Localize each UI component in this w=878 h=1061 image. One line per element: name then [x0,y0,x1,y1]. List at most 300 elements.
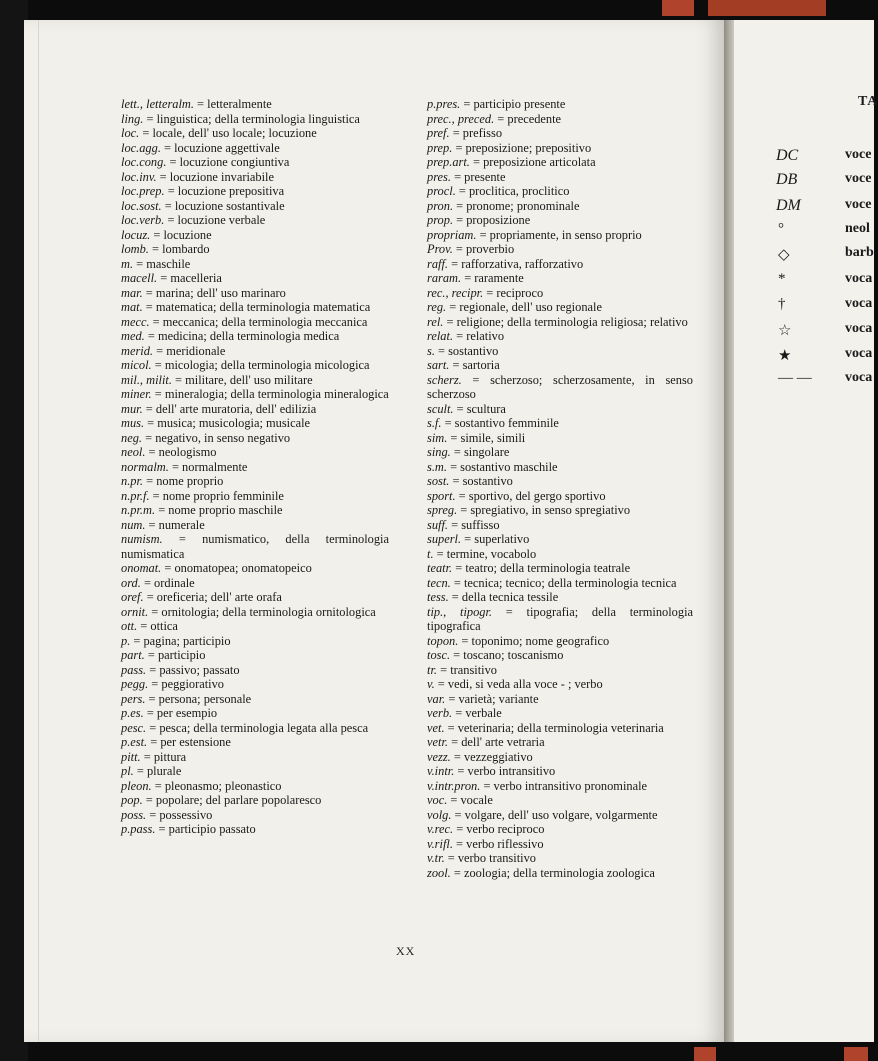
abbreviation-definition: letteralmente [207,97,272,111]
abbreviation-term: merid. [121,343,154,358]
abbreviation-term: pitt. [121,749,141,764]
abbreviation-definition: mineralogia; della terminologia mineralogica [164,387,389,401]
equals-separator: = [444,720,458,735]
abbreviation-definition: nome proprio maschile [168,503,283,517]
abbreviation-definition: vezzeggiativo [463,749,533,764]
abbreviation-entry [121,576,389,591]
abbreviation-entry [121,286,389,301]
equals-separator: = [458,633,472,648]
equals-separator: = [447,793,461,807]
abbreviation-entry [427,300,693,315]
abbreviation-entry [427,561,693,576]
abbreviation-entry [427,808,693,823]
abbreviation-term: pegg. [121,677,149,691]
abbreviation-term: miner. [121,387,152,401]
right-page-title: TA [858,94,878,109]
abbreviation-term: v.intr. [427,764,455,778]
equals-separator: = [142,793,156,807]
abbreviation-term: teatr. [427,561,453,575]
abbreviation-entry [427,721,693,736]
legend-label: voca [845,370,873,385]
equals-separator: = [450,575,464,590]
abbreviation-entry [121,358,389,373]
abbreviation-term: tosc. [427,648,451,662]
abbreviation-entry [427,228,693,243]
equals-separator: = [469,155,484,169]
equals-separator: = [450,865,464,880]
equals-separator: = [142,430,156,445]
abbreviation-entry [427,460,693,475]
abbreviation-term: p.pass. [121,822,156,836]
abbreviation-term: spreg. [427,503,458,517]
abbreviation-definition: toscano; toscanismo [463,648,564,662]
abbreviation-entry [427,547,693,562]
abbreviation-definition: preposizione articolata [483,155,596,169]
abbreviation-term: loc.agg. [121,140,161,155]
abbreviation-entry [121,474,389,489]
legend-label: barb [845,245,874,260]
equals-separator: = [452,836,467,851]
equals-separator: = [157,271,171,285]
equals-separator: = [449,126,463,140]
abbreviation-definition: possessivo [159,807,213,822]
abbreviation-term: zool. [427,865,451,880]
equals-separator: = [443,314,457,329]
equals-separator: = [164,213,178,227]
abbreviation-definition: simile, simili [460,430,526,445]
equals-separator: = [155,822,169,836]
abbreviation-entry [121,271,389,286]
abbreviation-term: loc.inv. [121,169,157,184]
abbreviation-definition: lombardo [162,242,210,256]
abbreviation-definition: marina; dell' uso marinaro [155,285,286,300]
abbreviation-entry [121,228,389,243]
equals-separator: = [450,445,464,459]
abbreviation-term: mecc. [121,314,150,329]
equals-separator: = [448,517,462,532]
legend-row [776,245,874,265]
abbreviation-term: voc. [427,793,448,807]
abbreviation-term: mur. [121,401,143,416]
abbreviation-entry [427,503,693,518]
abbreviation-definition: ottica [150,619,178,633]
abbreviation-definition: pagina; participio [143,633,231,648]
abbreviation-entry [121,764,389,779]
abbreviation-definition: propriamente, in senso proprio [489,227,642,242]
equals-separator: = [160,140,175,155]
abbreviation-definition: maschile [146,256,191,271]
abbreviation-entry [427,286,693,301]
abbreviation-entry [121,706,389,721]
abbreviation-definition: sartoria [462,358,500,372]
abbreviation-entry [427,779,693,794]
abbreviation-definition: plurale [146,764,182,778]
abbreviation-definition: nome proprio femminile [162,488,284,503]
equals-separator: = [133,764,147,778]
abbreviation-term: num. [121,517,146,532]
abbreviation-term: neol. [121,445,146,459]
abbreviation-definition: scherzoso; scherzosamente, in senso scherzoso [427,372,694,401]
abbreviation-term: mat. [121,300,143,314]
abbreviation-entry [121,387,389,402]
equals-separator: = [457,503,471,517]
abbreviation-entry [121,793,389,808]
abbreviation-definition: per estensione [160,735,231,749]
abbreviation-term: scult. [427,401,454,416]
abbreviation-definition: superlativo [474,532,530,546]
legend-row [776,197,874,217]
abbreviation-definition: transitivo [450,662,497,677]
equals-separator: = [434,343,449,358]
equals-separator: = [448,256,462,271]
abbreviation-term: rel. [427,314,444,329]
abbreviation-term: p.pres. [427,97,461,111]
legend-symbol: DM [776,197,801,214]
abbreviation-term: loc.cong. [121,155,167,169]
abbreviation-term: suff. [427,517,448,532]
abbreviation-definition: scultura [466,401,506,416]
abbreviation-term: micol. [121,358,152,372]
abbreviation-definition: sostantivo [462,474,513,488]
abbreviation-term: n.pr. [121,474,144,488]
abbreviation-entry [427,126,693,141]
abbreviation-definition: presente [464,169,506,184]
abbreviation-entry [121,126,389,141]
abbreviation-definition: meridionale [166,343,226,358]
abbreviation-definition: pesca; della terminologia legata alla pesca [159,720,369,735]
abbreviation-entry [427,329,693,344]
abbreviation-term: tess. [427,590,449,604]
abbreviation-entry [121,605,389,620]
abbreviation-entry [121,808,389,823]
abbreviation-term: numism. [121,532,163,546]
equals-separator: = [483,285,497,300]
legend-row [776,171,874,191]
abbreviation-definition: regionale, dell' uso regionale [459,300,602,314]
abbreviation-entry [427,315,693,330]
equals-separator: = [148,604,162,619]
abbreviation-entry [427,851,693,866]
abbreviation-term: ornit. [121,604,149,619]
abbreviation-term: sim. [427,430,448,445]
legend-label: neol [845,221,870,236]
equals-separator: = [452,140,466,155]
abbreviation-term: med. [121,329,145,343]
abbreviation-term: mus. [121,416,145,430]
abbreviation-entry [121,648,389,663]
abbreviation-definition: prefisso [462,126,503,140]
abbreviation-term: poss. [121,807,147,822]
abbreviation-term: oref. [121,590,144,604]
abbreviation-term: sost. [427,474,450,488]
abbreviation-definition: zoologia; della terminologia zoologica [463,865,655,880]
abbreviation-entry [121,460,389,475]
abbreviation-entry [427,590,693,605]
abbreviation-term: loc.prep. [121,184,165,198]
abbreviation-definition: negativo, in senso negativo [155,430,291,445]
abbreviation-entry [121,184,389,199]
abbreviation-term: var. [427,691,446,706]
abbreviation-term: macell. [121,271,158,285]
abbreviation-term: p. [121,633,131,648]
abbreviation-entry [121,677,389,692]
abbreviation-term: volg. [427,807,452,822]
equals-separator: = [480,778,494,793]
abbreviation-term: pref. [427,126,450,140]
equals-separator: = [450,648,464,662]
abbreviation-term: procl. [427,184,456,198]
abbreviation-definition: verbo transitivo [457,851,536,865]
abbreviation-term: vetr. [427,735,448,749]
abbreviation-term: vezz. [427,749,451,764]
abbreviation-term: normalm. [121,459,169,474]
equals-separator: = [450,169,465,184]
equals-separator: = [453,401,467,416]
equals-separator: = [449,358,463,372]
legend-row [776,321,874,341]
abbreviation-term: pleon. [121,778,152,793]
abbreviation-definition: preposizione; prepositivo [465,140,592,155]
equals-separator: = [449,474,463,488]
equals-separator: = [161,561,175,575]
abbreviation-entry [121,300,389,315]
abbreviation-entry [121,141,389,156]
abbreviation-definition: sostantivo femminile [454,416,559,430]
abbreviation-term: raram. [427,271,462,285]
equals-separator: = [148,677,162,691]
abbreviation-definition: sportivo, del gergo sportivo [468,488,606,503]
legend-label: voce [845,197,872,212]
abbreviation-term: ott. [121,619,138,633]
page-edge-line [38,20,39,1042]
legend-symbol: — — [778,370,812,386]
abbreviation-term: n.pr.m. [121,503,156,517]
book-headband [708,0,826,16]
abbreviation-entry [121,242,389,257]
equals-separator: = [445,691,459,706]
abbreviation-term: locuz. [121,227,151,242]
abbreviation-definition: spregiativo, in senso spregiativo [470,503,631,517]
equals-separator: = [144,416,158,430]
abbreviation-term: pop. [121,793,143,807]
equals-separator: = [448,735,462,749]
abbreviation-term: s. [427,343,435,358]
abbreviation-entry [427,648,693,663]
abbreviation-entry [427,373,693,402]
equals-separator: = [143,111,157,126]
legend-row [776,147,874,167]
abbreviation-definition: vocale [460,793,493,807]
abbreviation-definition: oreficeria; dell' arte orafa [156,590,282,604]
abbreviation-term: pres. [427,169,451,184]
abbreviation-definition: locuzione aggettivale [174,140,280,155]
abbreviation-term: pl. [121,764,134,778]
abbreviation-entry [427,764,693,779]
equals-separator: = [461,532,475,546]
abbreviation-definition: dell' arte vetraria [461,735,545,749]
equals-separator: = [452,561,466,575]
legend-label: voce [845,171,872,186]
equals-separator: = [146,662,160,677]
legend-symbol: † [778,296,786,312]
abbreviation-term: pers. [121,691,146,706]
equals-separator: = [142,300,156,314]
abbreviation-definition: militare, dell' uso militare [185,372,313,387]
page-number: XX [396,944,416,958]
legend-row [776,370,874,390]
abbreviation-term: propriam. [427,227,477,242]
abbreviation-entry [427,155,693,170]
equals-separator: = [145,445,159,459]
abbreviation-entry [427,663,693,678]
abbreviation-term: prep.art. [427,155,470,169]
abbreviation-entry [121,416,389,431]
abbreviation-definition: vedi, si veda alla voce - ; verbo [447,677,603,691]
equals-separator: = [144,648,158,662]
abbreviation-definition: relativo [466,329,505,343]
abbreviation-definition: verbo intransitivo [467,764,556,778]
equals-separator: = [168,459,183,474]
abbreviation-entry [121,431,389,446]
equals-separator: = [448,590,462,604]
abbreviation-definition: locale, dell' uso locale; locuzione [152,126,317,140]
abbreviation-definition: proclitica, proclitico [468,184,570,198]
abbreviation-entry [121,590,389,605]
abbreviation-definition: participio presente [473,97,566,111]
abbreviation-entry [427,692,693,707]
abbreviation-entry [121,445,389,460]
equals-separator: = [147,735,161,749]
abbreviation-definition: onomatopea; onomatopeico [174,561,312,575]
abbreviation-definition: reciproco [496,285,544,300]
abbreviation-definition: macelleria [170,271,222,285]
legend-symbol: DC [776,147,799,164]
equals-separator: = [453,198,467,213]
equals-separator: = [133,256,147,271]
abbreviation-entry [427,576,693,591]
equals-separator: = [130,633,144,648]
abbreviation-definition: proverbio [466,242,515,256]
equals-separator: = [139,126,153,140]
abbreviation-entry [427,837,693,852]
abbreviation-term: mil., milit. [121,372,172,387]
abbreviation-entry [121,561,389,576]
equals-separator: = [145,517,159,532]
abbreviation-definition: sostantivo [448,343,499,358]
abbreviation-term: p.es. [121,706,144,720]
legend-row [776,271,874,291]
equals-separator: = [140,575,155,590]
equals-separator: = [453,329,467,343]
abbreviation-definition: suffisso [461,517,500,532]
equals-separator: = [145,691,159,706]
abbreviation-definition: micologia; della terminologia micologica [164,358,370,372]
equals-separator: = [143,474,157,488]
equals-separator: = [452,706,466,720]
abbreviation-definition: singolare [463,445,510,459]
equals-separator: = [162,532,203,546]
equals-separator: = [434,677,448,691]
abbreviation-term: sart. [427,358,450,372]
abbreviation-term: tr. [427,662,437,677]
legend-symbol: ◇ [778,247,790,263]
abbreviation-entry [427,445,693,460]
abbreviation-term: relat. [427,329,454,343]
equals-separator: = [149,488,163,503]
abbreviation-entry [121,199,389,214]
equals-separator: = [461,271,475,285]
abbreviation-definition: verbo riflessivo [466,836,544,851]
abbreviation-definition: verbo reciproco [466,822,545,836]
abbreviation-entry [121,822,389,837]
abbreviation-term: sing. [427,445,451,459]
abbreviation-definition: verbo intransitivo pronominale [493,778,648,793]
abbreviation-definition: passivo; passato [159,662,240,677]
abbreviation-term: p.est. [121,735,148,749]
abbreviation-definition: peggiorativo [161,677,224,691]
equals-separator: = [150,227,164,242]
abbreviation-definition: neologismo [158,445,217,459]
abbreviation-definition: pittura [153,749,187,764]
equals-separator: = [156,169,170,184]
legend-label: voca [845,346,873,361]
abbreviation-entry [121,750,389,765]
abbreviation-definition: ordinale [154,575,195,590]
abbreviation-entry [121,489,389,504]
abbreviation-definition: della tecnica tessile [461,590,559,604]
abbreviation-definition: ornitologia; della terminologia ornitologica [161,604,376,619]
legend-label: voca [845,321,873,336]
abbreviation-term: reg. [427,300,447,314]
legend-row [776,296,874,316]
abbreviation-definition: per esempio [156,706,218,720]
abbreviation-definition: teatro; della terminologia teatrale [465,561,631,575]
abbreviation-column-2 [427,97,693,880]
abbreviation-definition: numerale [158,517,205,532]
abbreviation-column-1 [121,97,389,837]
abbreviation-entry [121,329,389,344]
legend-row [776,346,874,366]
abbreviation-entry [121,619,389,634]
abbreviation-definition: meccanica; della terminologia meccanica [162,314,368,329]
abbreviation-entry [121,634,389,649]
equals-separator: = [454,764,468,778]
abbreviation-entry [427,97,693,112]
abbreviation-term: s.m. [427,459,447,474]
abbreviation-definition: locuzione sostantivale [174,198,285,213]
abbreviation-term: v. [427,677,435,691]
equals-separator: = [142,401,156,416]
abbreviation-entry [427,170,693,185]
abbreviation-definition: termine, vocabolo [446,546,537,561]
bookmark-ribbon-bottom [694,1047,716,1061]
abbreviation-definition: linguistica; della terminologia linguistica [156,111,360,126]
legend-row [776,221,874,241]
equals-separator: = [164,184,178,198]
abbreviation-term: v.rifl. [427,836,453,851]
abbreviation-term: topon. [427,633,459,648]
equals-separator: = [451,807,465,822]
abbreviation-entry [121,112,389,127]
abbreviation-definition: persona; personale [158,691,252,706]
abbreviation-term: verb. [427,706,453,720]
abbreviation-definition: pronome; pronominale [466,198,580,213]
equals-separator: = [146,807,160,822]
abbreviation-definition: pleonasmo; pleonastico [164,778,282,793]
abbreviation-term: v.tr. [427,851,445,865]
abbreviation-term: rec., recipr. [427,285,484,300]
abbreviation-definition: participio [157,648,206,662]
